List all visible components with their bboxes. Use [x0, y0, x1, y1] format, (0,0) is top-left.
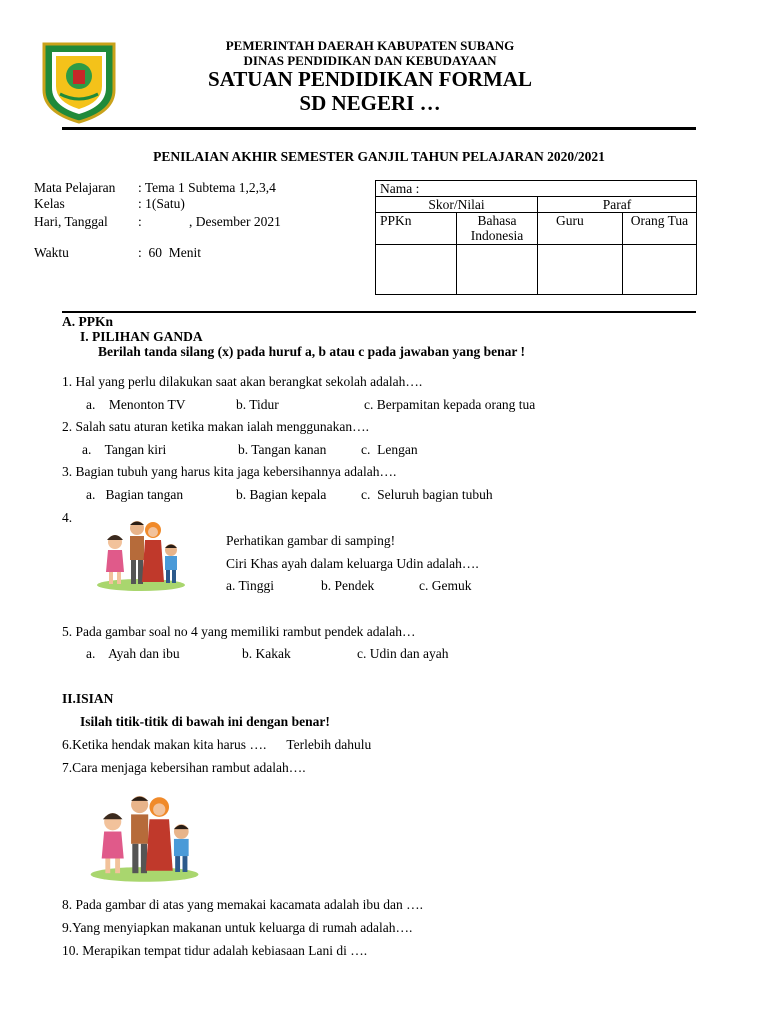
question-4-line1: Perhatikan gambar di samping!: [226, 533, 396, 548]
bahasa-score-cell[interactable]: [457, 245, 538, 295]
info-label-time: Waktu: [34, 245, 69, 260]
q5-option-a[interactable]: a. Ayah dan ibu: [86, 646, 180, 661]
header-unit: SATUAN PENDIDIKAN FORMAL: [208, 67, 532, 91]
q3-option-c[interactable]: c. Seluruh bagian tubuh: [361, 487, 493, 502]
info-value-date: : , Desember 2021: [138, 214, 281, 229]
teacher-header: Guru: [538, 213, 623, 245]
score-header: Skor/Nilai: [376, 197, 538, 213]
ppkn-header: PPKn: [376, 213, 457, 245]
score-table: [375, 180, 697, 295]
question-6: 6.Ketika hendak makan kita harus …. Terlebih dahulu: [62, 737, 372, 752]
section-divider: [62, 311, 696, 313]
question-4-line2: Ciri Khas ayah dalam keluarga Udin adalah….: [226, 556, 479, 571]
subang-logo: [40, 40, 118, 124]
question-7: 7.Cara menjaga kebersihan rambut adalah….: [62, 760, 306, 775]
info-value-time: : 60 Menit: [138, 245, 201, 260]
q4-option-b[interactable]: b. Pendek: [321, 578, 375, 593]
teacher-signature-cell[interactable]: [538, 245, 623, 295]
part2-instruction: Isilah titik-titik di bawah ini dengan benar!: [80, 714, 330, 729]
q4-option-c[interactable]: c. Gemuk: [419, 578, 472, 593]
section-title: A. PPKn: [62, 314, 114, 329]
part1-instruction: Berilah tanda silang (x) pada huruf a, b atau c pada jawaban yang benar !: [98, 344, 525, 359]
q5-option-c[interactable]: c. Udin dan ayah: [357, 646, 449, 661]
question-10: 10. Merapikan tempat tidur adalah kebiasaan Lani di ….: [62, 943, 368, 958]
parent-header: Orang Tua: [623, 213, 697, 245]
question-2: 2. Salah satu aturan ketika makan ialah menggunakan….: [62, 419, 370, 434]
q2-option-b[interactable]: b. Tangan kanan: [238, 442, 327, 457]
name-cell[interactable]: Nama :: [376, 181, 697, 197]
parent-signature-cell[interactable]: [623, 245, 697, 295]
header-divider: [62, 127, 696, 130]
q3-option-a[interactable]: a. Bagian tangan: [86, 487, 184, 502]
question-4-number: 4.: [62, 510, 73, 525]
exam-title: PENILAIAN AKHIR SEMESTER GANJIL TAHUN PELAJARAN 2020/2021: [153, 149, 605, 164]
q2-option-c[interactable]: c. Lengan: [361, 442, 418, 457]
part1-title: I. PILIHAN GANDA: [80, 329, 203, 344]
info-value-subject: : Tema 1 Subtema 1,2,3,4: [138, 180, 276, 195]
ppkn-score-cell[interactable]: [376, 245, 457, 295]
question-3: 3. Bagian tubuh yang harus kita jaga kebersihannya adalah….: [62, 464, 397, 479]
question-5: 5. Pada gambar soal no 4 yang memiliki rambut pendek adalah…: [62, 624, 416, 639]
info-label-date: Hari, Tanggal: [34, 214, 108, 229]
q1-option-a[interactable]: a. Menonton TV: [86, 397, 186, 412]
bahasa-header: Bahasa Indonesia: [457, 213, 538, 245]
header-school: SD NEGERI …: [299, 91, 441, 115]
signature-header: Paraf: [538, 197, 697, 213]
q1-option-b[interactable]: b. Tidur: [236, 397, 279, 412]
family-illustration-2: [82, 785, 212, 883]
header-department: DINAS PENDIDIKAN DAN KEBUDAYAAN: [243, 53, 497, 68]
question-1: 1. Hal yang perlu dilakukan saat akan berangkat sekolah adalah….: [62, 374, 423, 389]
q3-option-b[interactable]: b. Bagian kepala: [236, 487, 327, 502]
info-label-class: Kelas: [34, 196, 65, 211]
header-government: PEMERINTAH DAERAH KABUPATEN SUBANG: [225, 38, 515, 53]
question-8: 8. Pada gambar di atas yang memakai kacamata adalah ibu dan ….: [62, 897, 423, 912]
q4-option-a[interactable]: a. Tinggi: [226, 578, 275, 593]
q1-option-c[interactable]: c. Berpamitan kepada orang tua: [364, 397, 536, 412]
q5-option-b[interactable]: b. Kakak: [242, 646, 291, 661]
part2-title: II.ISIAN: [62, 691, 114, 706]
q2-option-a[interactable]: a. Tangan kiri: [82, 442, 167, 457]
family-illustration: [95, 512, 191, 592]
info-value-class: : 1(Satu): [138, 196, 185, 211]
question-9: 9.Yang menyiapkan makanan untuk keluarga di rumah adalah….: [62, 920, 413, 935]
info-label-subject: Mata Pelajaran: [34, 180, 116, 195]
